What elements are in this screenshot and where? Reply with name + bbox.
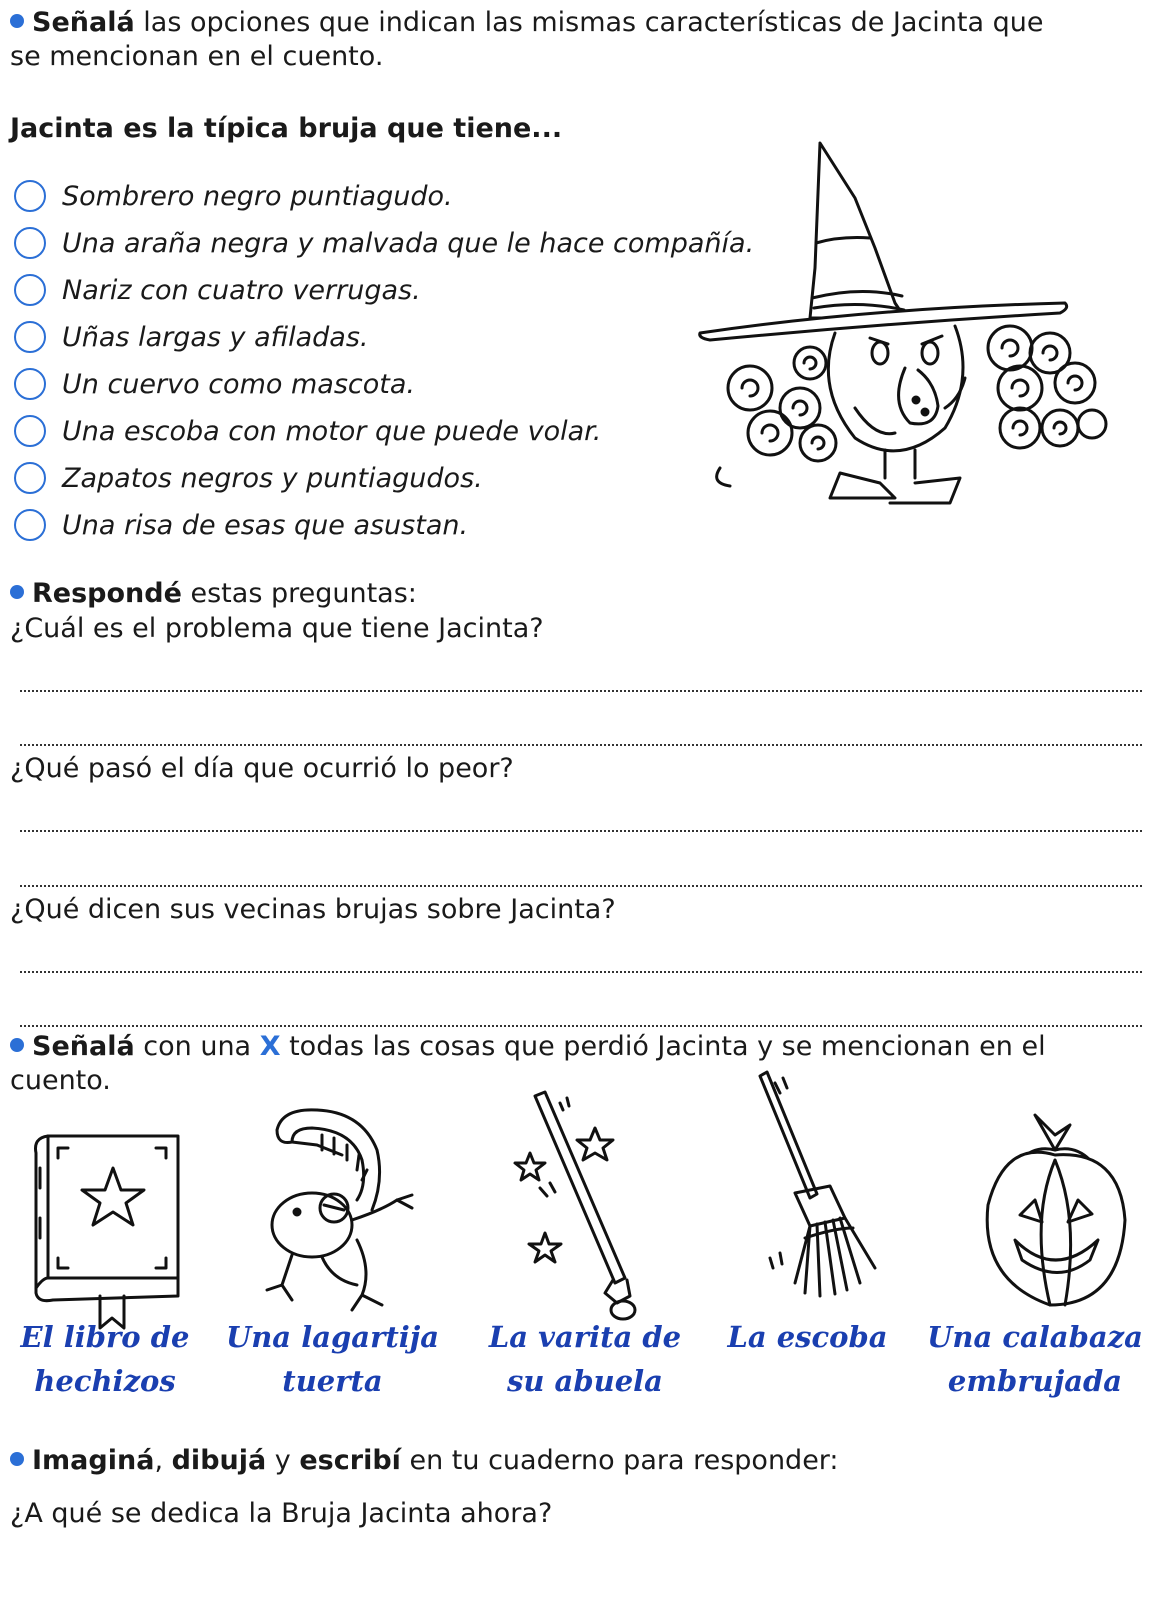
instruction-4: Imaginá, dibujá y escribí en tu cuaderno para responder:: [10, 1444, 839, 1478]
option-3[interactable]: Nariz con cuatro verrugas.: [14, 274, 421, 306]
wand-icon[interactable]: [505, 1088, 655, 1338]
answer-line[interactable]: [20, 830, 1142, 832]
radio-circle-icon[interactable]: [14, 227, 46, 259]
radio-circle-icon[interactable]: [14, 321, 46, 353]
question-3: ¿Qué dicen sus vecinas brujas sobre Jacinta?: [10, 894, 616, 925]
option-4[interactable]: Uñas largas y afiladas.: [14, 321, 368, 353]
option-8[interactable]: Una risa de esas que asustan.: [14, 509, 468, 541]
radio-circle-icon[interactable]: [14, 415, 46, 447]
option-7[interactable]: Zapatos negros y puntiagudos.: [14, 462, 483, 494]
answer-line[interactable]: [20, 885, 1142, 887]
radio-circle-icon[interactable]: [14, 180, 46, 212]
final-question: ¿A qué se dedica la Bruja Jacinta ahora?: [10, 1498, 553, 1529]
broom-icon[interactable]: [735, 1068, 885, 1308]
instruction-3-line2: cuento.: [10, 1065, 111, 1096]
radio-circle-icon[interactable]: [14, 368, 46, 400]
lead-text: Jacinta es la típica bruja que tiene...: [10, 113, 563, 144]
lizard-icon[interactable]: [262, 1100, 432, 1325]
answer-line[interactable]: [20, 744, 1142, 746]
witch-illustration-icon: [690, 138, 1120, 528]
radio-circle-icon[interactable]: [14, 274, 46, 306]
spellbook-icon[interactable]: [28, 1128, 188, 1338]
item-label-varita: La varita de su abuela: [488, 1320, 682, 1398]
item-label-libro: El libro de hechizos: [20, 1320, 190, 1398]
pumpkin-icon[interactable]: [980, 1110, 1130, 1330]
option-6[interactable]: Una escoba con motor que puede volar.: [14, 415, 601, 447]
instruction-1-line2: se mencionan en el cuento.: [10, 41, 384, 72]
question-1: ¿Cuál es el problema que tiene Jacinta?: [10, 613, 544, 644]
item-label-lagartija: Una lagartija tuerta: [225, 1320, 440, 1398]
bullet-icon: [10, 585, 24, 599]
radio-circle-icon[interactable]: [14, 462, 46, 494]
instruction-2: Respondé estas preguntas:: [10, 577, 417, 611]
question-2: ¿Qué pasó el día que ocurrió lo peor?: [10, 753, 514, 784]
answer-line[interactable]: [20, 1025, 1142, 1027]
option-1[interactable]: Sombrero negro puntiagudo.: [14, 180, 453, 212]
item-label-escoba: La escoba: [727, 1320, 888, 1354]
bullet-icon: [10, 1452, 24, 1466]
instruction-1-line1: Señalá las opciones que indican las mismas características de Jacinta que: [10, 6, 1043, 40]
option-2[interactable]: Una araña negra y malvada que le hace compañía.: [14, 227, 754, 259]
radio-circle-icon[interactable]: [14, 509, 46, 541]
item-label-calabaza: Una calabaza embrujada: [927, 1320, 1143, 1398]
answer-line[interactable]: [20, 971, 1142, 973]
instruction-3-line1: Señalá con una X todas las cosas que perdió Jacinta y se mencionan en el: [10, 1030, 1046, 1064]
answer-line[interactable]: [20, 690, 1142, 692]
option-5[interactable]: Un cuervo como mascota.: [14, 368, 415, 400]
bullet-icon: [10, 14, 24, 28]
bullet-icon: [10, 1038, 24, 1052]
